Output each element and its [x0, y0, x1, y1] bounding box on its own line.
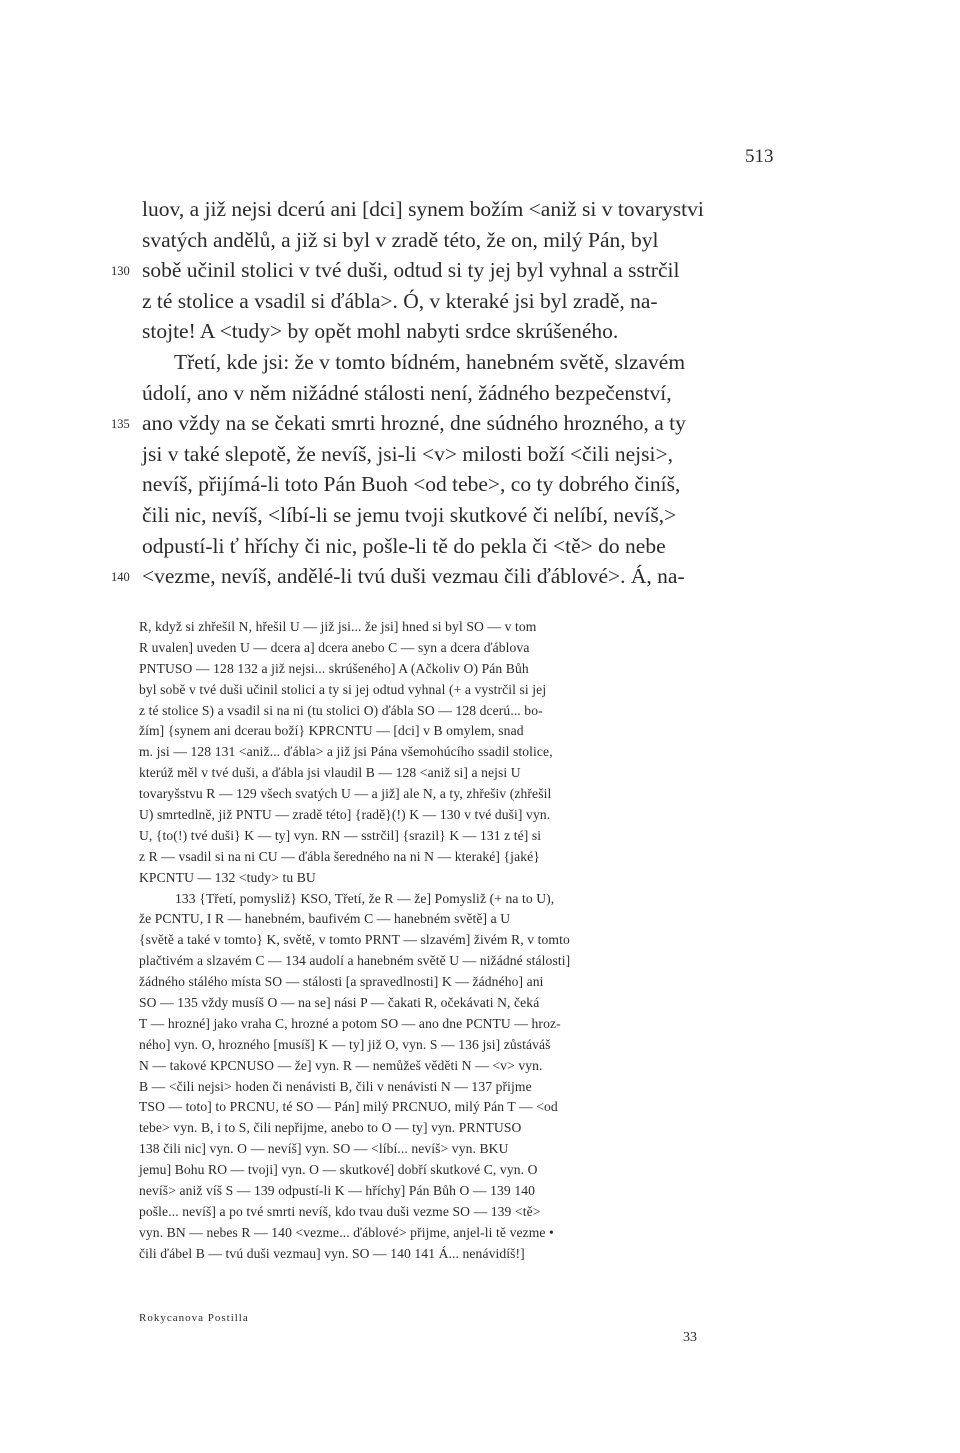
- apparatus-line: R uvalen] uveden U — dcera a] dcera anebo C — syn a dcera ďáblova: [139, 639, 530, 655]
- apparatus-line: R, když si zhřešil N, hřešil U — již jsi... že jsi] hned si byl SO — v tom: [139, 619, 537, 634]
- line-text: svatých andělů, a již si byl v zradě této, že on, milý Pán, byl: [142, 227, 659, 252]
- apparatus-line: {světě a také v tomto} K, světě, v tomto PRNT — slzavém] živém R, v tomto: [139, 932, 570, 948]
- line-text: jsi v také slepotě, že nevíš, jsi-li <v> milosti boží <čili nejsi>,: [142, 441, 673, 466]
- text-line: [142, 378, 787, 409]
- apparatus-line: N — takové KPCNUSO — že] vyn. R — nemůžeš věděti N — <v> vyn.: [139, 1057, 543, 1073]
- signature-mark: 33: [683, 1330, 697, 1345]
- text-line: [142, 500, 787, 531]
- apparatus-line: žím] {synem ani dcerau boží} KPRCNTU — [dci] v B omylem, snad: [139, 723, 524, 739]
- line-text: ano vždy na se čekati smrti hrozné, dne súdného hrozného, a ty: [142, 411, 686, 436]
- line-number: 140: [111, 570, 130, 585]
- apparatus-line: U, {to(!) tvé duši} K — ty] vyn. RN — sstrčil] {srazil} K — 131 z té] si: [139, 827, 542, 843]
- text-line: [111, 255, 787, 286]
- apparatus-line: z R — vsadil si na ni CU — ďábla šeredného na ni N — kteraké] {jaké}: [139, 848, 540, 864]
- text-line: [111, 561, 787, 592]
- page-number: 513: [745, 146, 774, 167]
- main-text: [111, 194, 787, 592]
- apparatus-line: U) smrtedlně, již PNTU — zradě této] {radě}(!) K — 130 v tvé duši] vyn.: [139, 807, 551, 823]
- apparatus-line: plačtivém a slzavém C — 134 audolí a hanebném světě U — nižádné stálosti]: [139, 953, 571, 969]
- apparatus-line: žádného stálého místa SO — stálosti [a spravedlnosti] K — žádného] ani: [139, 974, 544, 990]
- apparatus-line: T — hrozné] jako vraha C, hrozné a potom SO — ano dne PCNTU — hroz-: [139, 1015, 561, 1031]
- line-number: 130: [111, 264, 130, 279]
- apparatus-line: vyn. BN — nebes R — 140 <vezme... ďáblové> přijme, anjel-li tě vezme •: [139, 1224, 554, 1240]
- text-line: [142, 225, 787, 256]
- apparatus-line: SO — 135 vždy musíš O — na se] nási P — čakati R, očekávati N, čeká: [139, 995, 540, 1011]
- line-text: sobě učinil stolici v tvé duši, odtud si ty jej byl vyhnal a sstrčil: [142, 258, 680, 283]
- apparatus-line: 138 čili nic] vyn. O — nevíš] vyn. SO — <líbí... nevíš> vyn. BKU: [139, 1141, 509, 1157]
- apparatus-line: byl sobě v tvé duši učinil stolici a ty si jej odtud vyhnal (+ a vystrčil si jej: [139, 681, 547, 697]
- text-line: [142, 469, 787, 500]
- line-number: 135: [111, 417, 130, 432]
- line-text: odpustí-li ť hříchy či nic, pošle-li tě do pekla či <tě> do nebe: [142, 533, 666, 558]
- line-text: údolí, ano v něm nižádné stálosti není, žádného bezpečenství,: [142, 380, 672, 405]
- apparatus-line: KPCNTU — 132 <tudy> tu BU: [139, 869, 316, 885]
- line-text: čili nic, nevíš, <líbí-li se jemu tvoji skutkové či nelíbí, nevíš,>: [142, 502, 677, 527]
- apparatus-line: PNTUSO — 128 132 a již nejsi... skrúšeného] A (Ačkoliv O) Pán Bůh: [139, 660, 529, 676]
- line-text: nevíš, přijímá-li toto Pán Buoh <od tebe>, co ty dobrého činíš,: [142, 472, 681, 497]
- line-text: <vezme, nevíš, andělé-li tvú duši vezmau čili ďáblové>. Á, na-: [142, 564, 685, 589]
- text-line: [142, 439, 787, 470]
- apparatus-line: tebe> vyn. B, i to S, čili nepřijme, anebo to O — ty] vyn. PRNTUSO: [139, 1120, 522, 1136]
- apparatus-line: m. jsi — 128 131 <aniž... ďábla> a již jsi Pána všemohúcího ssadil stolice,: [139, 744, 553, 760]
- footer-left: Rokycanova Postilla: [139, 1312, 249, 1324]
- critical-apparatus: [139, 617, 789, 1265]
- text-line: [142, 194, 787, 225]
- apparatus-line: čili ďábel B — tvú duši vezmau] vyn. SO — 140 141 Á... nenávidíš!]: [139, 1245, 525, 1261]
- line-text: luov, a již nejsi dcerú ani [dci] synem božím <aniž si v tovarystvi: [142, 197, 704, 221]
- apparatus-line: nevíš> aniž víš S — 139 odpustí-li K — hříchy] Pán Bůh O — 139 140: [139, 1183, 536, 1199]
- apparatus-line: B — <čili nejsi> hoden či nenávisti B, čili v nenávisti N — 137 přijme: [139, 1078, 532, 1094]
- apparatus-line: 133 {Třetí, pomysliž} KSO, Třetí, že R — že] Pomysliž (+ na to U),: [175, 890, 555, 906]
- text-line: [111, 408, 787, 439]
- apparatus-line: TSO — toto] to PRCNU, té SO — Pán] milý PRCNUO, milý Pán T — <od: [139, 1099, 558, 1115]
- line-text: z té stolice a vsadil si ďábla>. Ó, v kteraké jsi byl zradě, na-: [142, 288, 658, 313]
- text-line: [142, 347, 787, 378]
- line-text: Třetí, kde jsi: že v tomto bídném, hanebném světě, slzavém: [174, 349, 686, 374]
- apparatus-line: tovaryšstvu R — 129 všech svatých U — a již] ale N, a ty, zhřešiv (zhřešil: [139, 786, 552, 802]
- apparatus-line: pošle... nevíš] a po tvé smrti nevíš, kdo tvau duši vezme SO — 139 <tě>: [139, 1203, 541, 1219]
- text-line: [142, 316, 787, 347]
- apparatus-line: ného] vyn. O, hrozného [musíš] K — ty] již O, vyn. S — 136 jsi] zůstáváš: [139, 1036, 551, 1052]
- apparatus-line: kterúž měl v tvé duši, a ďábla jsi vlaudil B — 128 <aniž si] a nejsi U: [139, 765, 521, 781]
- line-text: stojte! A <tudy> by opět mohl nabyti srdce skrúšeného.: [142, 319, 619, 344]
- apparatus-line: jemu] Bohu RO — tvoji] vyn. O — skutkové] dobří skutkové C, vyn. O: [139, 1162, 538, 1178]
- apparatus-line: z té stolice S) a vsadil si na ni (tu stolici O) ďábla SO — 128 dcerú... bo-: [139, 702, 543, 718]
- apparatus-line: že PCNTU, I R — hanebném, baufivém C — hanebném světě] a U: [139, 911, 511, 927]
- text-line: [142, 286, 787, 317]
- text-line: [142, 531, 787, 562]
